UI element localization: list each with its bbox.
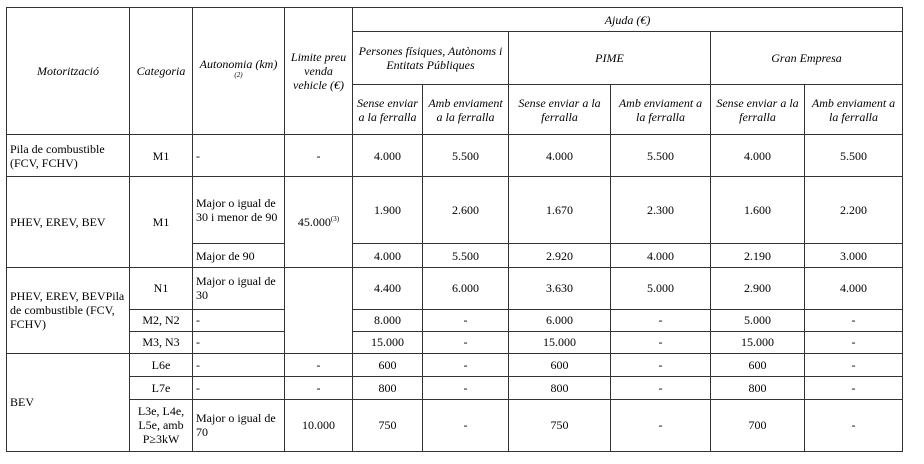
autonomia-cell: Major de 90 — [193, 244, 285, 268]
autonomia-cell: - — [193, 135, 285, 177]
header-ajuda: Ajuda (€) — [353, 8, 903, 32]
autonomia-cell: Major o igual de 70 — [193, 399, 285, 451]
value-cell: 800 — [711, 376, 805, 399]
value-cell: 600 — [711, 353, 805, 376]
value-cell: - — [423, 353, 509, 376]
header-categoria: Categoria — [130, 8, 193, 135]
header-limite: Limite preu venda vehicle (€) — [285, 8, 353, 135]
table-row — [7, 309, 903, 331]
limite-cell: 10.000 — [285, 399, 353, 451]
header-pime: PIME — [509, 32, 711, 85]
header-amb: Amb enviament a la ferralla — [611, 85, 711, 135]
value-cell: 1.900 — [353, 177, 423, 244]
limite-cell: - — [285, 353, 353, 376]
value-cell: 1.670 — [509, 177, 611, 244]
table-row — [7, 268, 903, 310]
table-row — [7, 177, 903, 244]
value-cell: 2.300 — [611, 177, 711, 244]
limite-cell: 45.000$^{(3)}$ — [285, 177, 353, 268]
table-row — [7, 135, 903, 177]
value-cell: - — [611, 353, 711, 376]
value-cell: 15.000 — [509, 331, 611, 353]
value-cell: 6.000 — [423, 268, 509, 310]
value-cell: - — [805, 353, 903, 376]
table-row — [7, 331, 903, 353]
value-cell: - — [805, 331, 903, 353]
value-cell: 700 — [711, 399, 805, 451]
value-cell: 4.000 — [353, 244, 423, 268]
value-cell: 4.000 — [611, 244, 711, 268]
categoria-cell: M1 — [130, 135, 193, 177]
autonomia-cell: Major o igual de 30 i menor de 90 — [193, 177, 285, 244]
categoria-cell: M2, N2 — [130, 309, 193, 331]
value-cell: 750 — [509, 399, 611, 451]
value-cell: 600 — [509, 353, 611, 376]
ajuda-table — [6, 7, 903, 452]
header-persones: Persones físiques, Autònoms i Entitats Públiques — [353, 32, 509, 85]
motoritzacio-cell: PHEV, EREV, BEVPila de combustible (FCV, FCHV) — [7, 268, 130, 354]
value-cell: 5.500 — [805, 135, 903, 177]
value-cell: 1.600 — [711, 177, 805, 244]
value-cell: 15.000 — [353, 331, 423, 353]
value-cell: - — [423, 331, 509, 353]
autonomia-cell: - — [193, 309, 285, 331]
value-cell: 15.000 — [711, 331, 805, 353]
table-row — [7, 353, 903, 376]
value-cell: 4.000 — [711, 135, 805, 177]
value-cell: 2.600 — [423, 177, 509, 244]
limite-cell: - — [285, 135, 353, 177]
header-sense: Sense enviar a la ferralla — [711, 85, 805, 135]
categoria-cell: N1 — [130, 268, 193, 310]
value-cell: 5.000 — [711, 309, 805, 331]
value-cell: 2.900 — [711, 268, 805, 310]
categoria-cell: L3e, L4e, L5e, amb P≥3kW — [130, 399, 193, 451]
value-cell: 800 — [353, 376, 423, 399]
value-cell: 2.200 — [805, 177, 903, 244]
value-cell: 2.190 — [711, 244, 805, 268]
motoritzacio-cell: BEV — [7, 353, 130, 451]
value-cell: 5.000 — [611, 268, 711, 310]
value-cell: 3.000 — [805, 244, 903, 268]
categoria-cell: M1 — [130, 177, 193, 268]
value-cell: - — [611, 309, 711, 331]
header-amb: Amb enviament a la ferralla — [805, 85, 903, 135]
autonomia-cell: - — [193, 353, 285, 376]
limite-cell: - — [285, 376, 353, 399]
header-gran-empresa: Gran Empresa — [711, 32, 903, 85]
value-cell: 4.400 — [353, 268, 423, 310]
value-cell: 750 — [353, 399, 423, 451]
value-cell: 2.920 — [509, 244, 611, 268]
value-cell: 3.630 — [509, 268, 611, 310]
header-autonomia: Autonomia (km) $^{(2)}$ — [193, 8, 285, 135]
autonomia-cell: - — [193, 331, 285, 353]
categoria-cell: M3, N3 — [130, 331, 193, 353]
motoritzacio-cell: PHEV, EREV, BEV — [7, 177, 130, 268]
categoria-cell: L6e — [130, 353, 193, 376]
table-row — [7, 376, 903, 399]
header-sense: Sense enviar a la ferralla — [353, 85, 423, 135]
table-row — [7, 399, 903, 451]
motoritzacio-cell: Pila de combustible (FCV, FCHV) — [7, 135, 130, 177]
value-cell: - — [423, 309, 509, 331]
autonomia-cell: - — [193, 376, 285, 399]
value-cell: 5.500 — [423, 135, 509, 177]
categoria-cell: L7e — [130, 376, 193, 399]
value-cell: - — [805, 376, 903, 399]
value-cell: 6.000 — [509, 309, 611, 331]
autonomia-cell: Major o igual de 30 — [193, 268, 285, 310]
header-amb: Amb enviament a la ferralla — [423, 85, 509, 135]
value-cell: 4.000 — [805, 268, 903, 310]
value-cell: 5.500 — [423, 244, 509, 268]
value-cell: 4.000 — [509, 135, 611, 177]
value-cell: - — [611, 376, 711, 399]
header-motoritzacio: Motorització — [7, 8, 130, 135]
value-cell: 4.000 — [353, 135, 423, 177]
value-cell: 800 — [509, 376, 611, 399]
limite-cell — [285, 268, 353, 354]
value-cell: 600 — [353, 353, 423, 376]
header-sense: Sense enviar a la ferralla — [509, 85, 611, 135]
value-cell: - — [423, 399, 509, 451]
value-cell: - — [611, 399, 711, 451]
value-cell: 5.500 — [611, 135, 711, 177]
value-cell: - — [805, 309, 903, 331]
value-cell: 8.000 — [353, 309, 423, 331]
value-cell: - — [805, 399, 903, 451]
value-cell: - — [423, 376, 509, 399]
value-cell: - — [611, 331, 711, 353]
